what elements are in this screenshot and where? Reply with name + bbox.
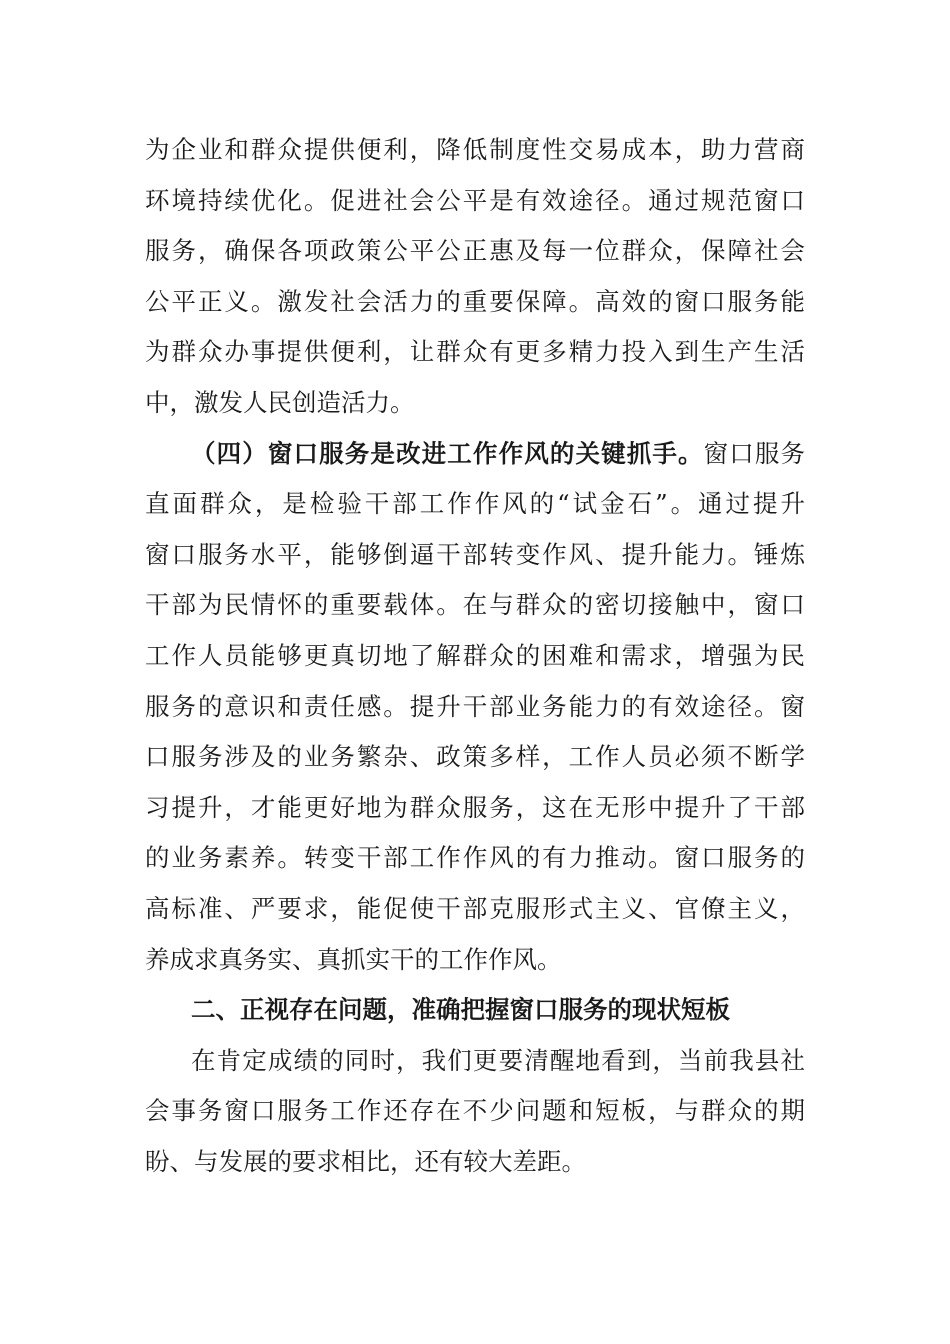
- text-line: 中，激发人民创造活力。: [145, 387, 415, 417]
- subsection-heading: （四）窗口服务是改进工作作风的关键抓手。: [191, 438, 704, 468]
- text-line: 高标准、严要求，能促使干部克服形式主义、官僚主义，: [145, 893, 805, 923]
- paragraph-3: [145, 1036, 805, 1188]
- text-line: 环境持续优化。促进社会公平是有效途径。通过规范窗口: [145, 185, 805, 215]
- text-line: 干部为民情怀的重要载体。在与群众的密切接触中，窗口: [145, 590, 805, 620]
- text-run: 窗口服务: [703, 438, 806, 468]
- text-line: 为企业和群众提供便利，降低制度性交易成本，助力营商: [145, 135, 805, 164]
- document-page: [145, 125, 805, 1187]
- text-line: 工作人员能够更真切地了解群众的困难和需求，增强为民: [145, 640, 805, 670]
- text-line: 公平正义。激发社会活力的重要保障。高效的窗口服务能: [145, 286, 805, 316]
- text-line: 服务，确保各项政策公平公正惠及每一位群众，保障社会: [145, 236, 805, 266]
- text-line: 口服务涉及的业务繁杂、政策多样，工作人员必须不断学: [145, 742, 805, 772]
- text-line: 为群众办事提供便利，让群众有更多精力投入到生产生活: [145, 337, 805, 367]
- section-heading: 二、正视存在问题，准确把握窗口服务的现状短板: [191, 995, 730, 1025]
- text-line: 养成求真务实、真抓实干的工作作风。: [145, 944, 562, 974]
- text-line: 盼、与发展的要求相比，还有较大差距。: [145, 1146, 586, 1176]
- paragraph-2: [145, 429, 805, 986]
- section-heading-block: [145, 985, 805, 1036]
- paragraph-1: [145, 125, 805, 429]
- text-line: 窗口服务水平，能够倒逼干部转变作风、提升能力。锤炼: [145, 539, 805, 569]
- text-line: 服务的意识和责任感。提升干部业务能力的有效途径。窗: [145, 691, 805, 721]
- text-line-first: [145, 429, 805, 480]
- text-line: 会事务窗口服务工作还存在不少问题和短板，与群众的期: [145, 1096, 805, 1126]
- text-line: 习提升，才能更好地为群众服务，这在无形中提升了干部: [145, 792, 805, 822]
- text-line: 直面群众，是检验干部工作作风的“试金石”。通过提升: [145, 489, 805, 519]
- text-line: 在肯定成绩的同时，我们更要清醒地看到，当前我县社: [191, 1045, 805, 1075]
- text-line: 的业务素养。转变干部工作作风的有力推动。窗口服务的: [145, 843, 805, 873]
